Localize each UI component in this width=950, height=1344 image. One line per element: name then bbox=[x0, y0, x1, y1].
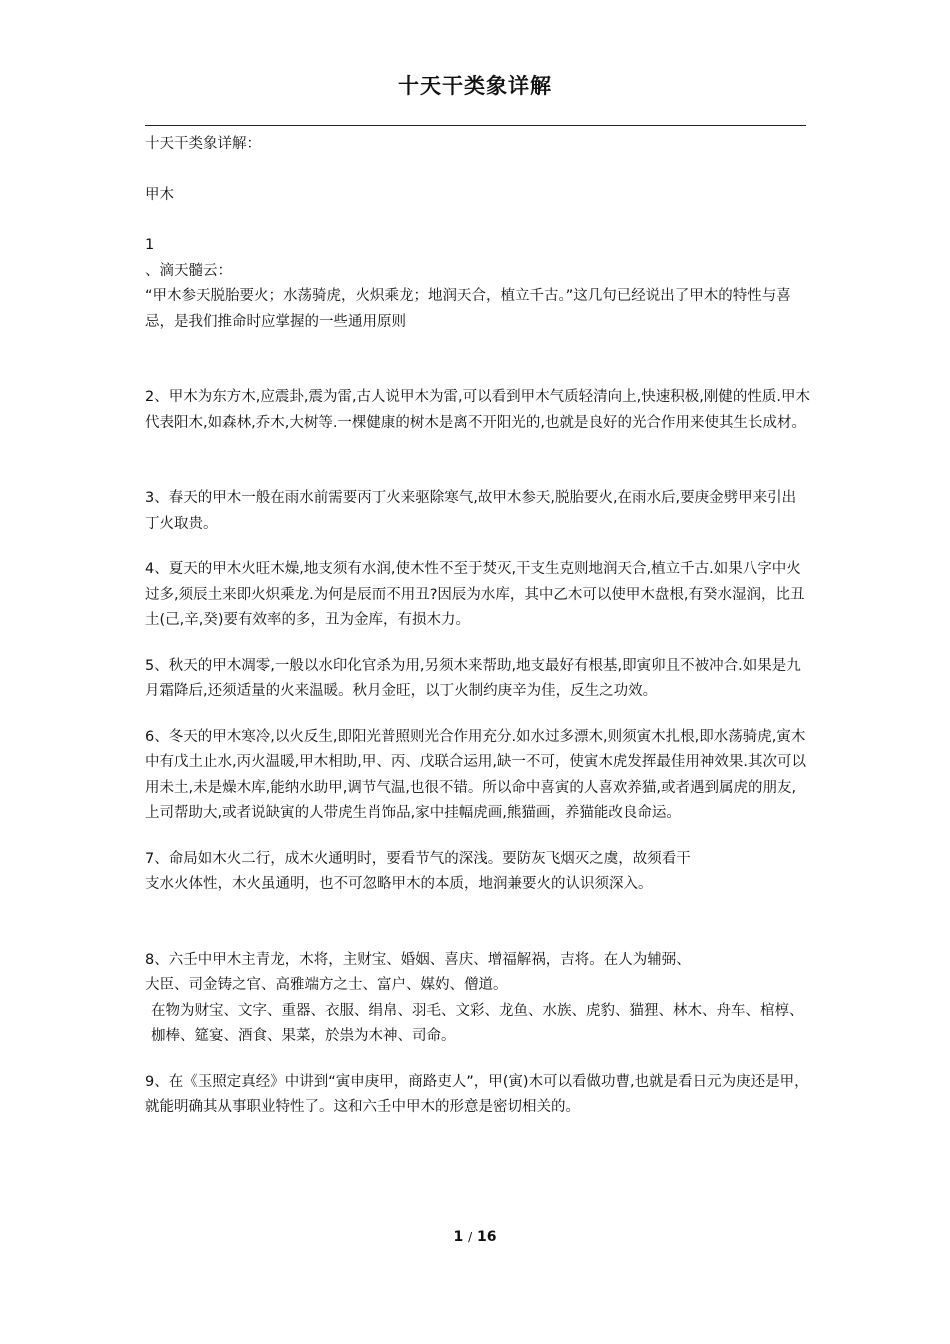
title-divider bbox=[145, 125, 806, 126]
paragraph-4: 4、夏天的甲木火旺木燥,地支须有水润,使木性不至于焚灭,干支生克则地润天合,植立千古.如果八字中火过多,须辰土来即火炽乘龙.为何是辰而不用丑?因辰为水库，其中乙木可以使甲木盘根,有癸水湿润，比丑土(己,辛,癸)要有效率的多，丑为金库，有损木力。 bbox=[145, 561, 805, 628]
paragraph-6: 6、冬天的甲木寒冷,以火反生,即阳光普照则光合作用充分.如水过多漂木,则须寅木扎根,即水荡骑虎,寅木中有戊土止水,丙火温暖,甲木相助,甲、丙、戊联合运用,缺一不可，使寅木虎发挥最佳用神效果.其次可以用未土,未是燥木库,能纳水助甲,调节气温,也很不错。所以命中喜寅的人喜欢养猫,或者遇到属虎的朋友,上司帮助大,或者说缺寅的人带虎生肖饰品,家中挂幅虎画,熊猫画，养猫能改良命运。 bbox=[145, 728, 807, 821]
paragraph-1-heading: 、滴天髓云： bbox=[145, 262, 232, 279]
page-separator: / bbox=[468, 1230, 473, 1244]
paragraph-1: “甲木参天脱胎要火；水荡骑虎，火炽乘龙；地润天合，植立千古。”这几句已经说出了甲木的特性与喜忌，是我们推命时应掌握的一些通用原则 bbox=[145, 288, 791, 330]
paragraph-3: 3、春天的甲木一般在雨水前需要丙丁火来驱除寒气,故甲木参天,脱胎要火,在雨水后,要庚金劈甲来引出丁火取贵。 bbox=[145, 490, 797, 532]
document-body bbox=[145, 132, 810, 1121]
paragraph-8-line-2: 大臣、司金铸之官、高雅端方之士、富户、媒妁、僧道。 bbox=[145, 977, 508, 993]
paragraph-1-number: 1 bbox=[145, 237, 155, 253]
total-pages: 16 bbox=[477, 1229, 497, 1245]
document-title: 十天干类象详解 bbox=[398, 74, 552, 98]
paragraph-5: 5、秋天的甲木凋零,一般以水印化官杀为用,另须木来帮助,地支最好有根基,即寅卯且不被冲合.如果是九月霜降后,还须适量的火来温暖。秋月金旺，以丁火制约庚辛为佳，反生之功效。 bbox=[145, 657, 801, 699]
paragraph-2: 2、甲木为东方木,应震卦,震为雷,古人说甲木为雷,可以看到甲木气质轻清向上,快速积极,刚健的性质.甲木代表阳木,如森林,乔木,大树等.一棵健康的树木是离不开阳光的,也就是良好的光合作用来使其生长成材。 bbox=[145, 389, 810, 431]
current-page: 1 bbox=[453, 1229, 464, 1245]
page-number bbox=[0, 1229, 950, 1245]
section-heading: 甲木 bbox=[145, 186, 174, 203]
intro-line: 十天干类象详解： bbox=[145, 136, 261, 152]
paragraph-9: 9、在《玉照定真经》中讲到“寅申庚甲，商路吏人”，甲(寅)木可以看做功曹,也就是看日元为庚还是甲，就能明确其从事职业特性了。这和六壬中甲木的形意是密切相关的。 bbox=[145, 1073, 809, 1115]
paragraph-7-line-2: 支水火体性，木火虽通明，也不可忽略甲木的本质，地润兼要火的认识须深入。 bbox=[145, 876, 653, 892]
paragraph-7-line-1: 7、命局如木火二行，成木火通明时，要看节气的深浅。要防灰飞烟灭之虞，故须看干 bbox=[145, 850, 691, 867]
paragraph-8-line-1: 8、六壬中甲木主青龙，木将，主财宝、婚姻、喜庆、增福解祸，吉将。在人为辅弼、 bbox=[145, 951, 691, 968]
paragraph-8-line-3: 在物为财宝、文字、重器、衣服、绢帛、羽毛、文彩、龙鱼、水族、虎豹、猫狸、林木、舟车、棺椁、枷棒、筵宴、酒食、果菜，於祟为木神、司命。 bbox=[151, 1002, 804, 1044]
